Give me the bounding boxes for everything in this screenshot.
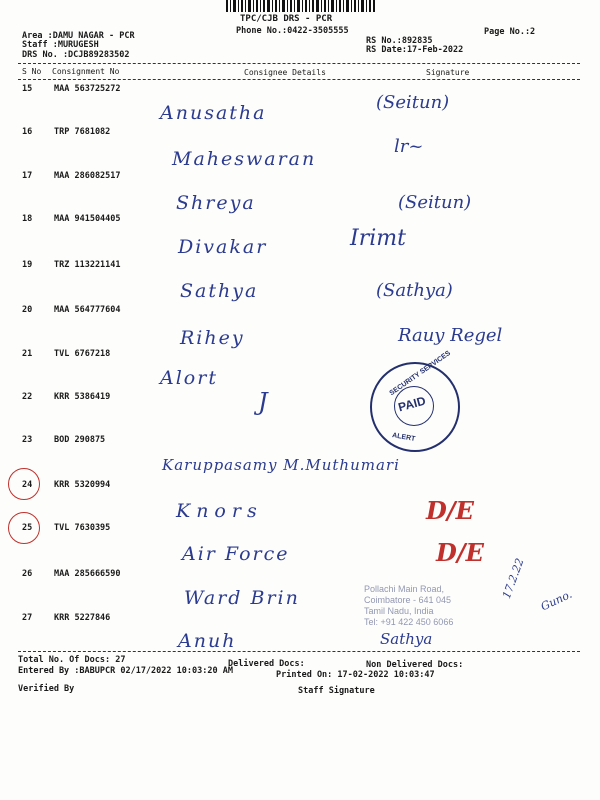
col-signature: Signature <box>426 68 470 77</box>
handwritten-name: Knors <box>176 500 263 522</box>
address-stamp-line: Tamil Nadu, India <box>364 606 434 616</box>
row-sno: 18 <box>22 214 33 224</box>
rs-date: RS Date:17-Feb-2022 <box>366 45 464 55</box>
row-consignment: KRR 5320994 <box>54 480 111 490</box>
row-consignment: TVL 6767218 <box>54 349 111 359</box>
document-title: TPC/CJB DRS - PCR <box>240 14 333 24</box>
handwritten-name: Anusatha <box>160 102 267 124</box>
red-remark: D/E <box>426 496 474 525</box>
phone-number: Phone No.:0422-3505555 <box>236 26 349 36</box>
delivered-docs: Delivered Docs: <box>228 659 305 669</box>
row-consignment: BOD 290875 <box>54 435 106 445</box>
row-consignment: MAA 941504405 <box>54 214 121 224</box>
rs-number: RS No.:892835 <box>366 36 433 46</box>
handwritten-signature: Rauy Regel <box>398 325 503 346</box>
row-sno: 19 <box>22 260 33 270</box>
handwritten-name: Anuh <box>178 630 237 652</box>
handwritten-name: Karuppasamy M.Muthumari <box>162 456 400 474</box>
seal-top-text: SECURITY SERVICES <box>388 349 452 398</box>
row-sno: 25 <box>22 523 33 533</box>
red-circle-mark <box>8 468 40 500</box>
entered-by: Entered By :BABUPCR 02/17/2022 10:03:20 AM <box>18 666 233 676</box>
row-consignment: TRZ 113221141 <box>54 260 121 270</box>
printed-on: Printed On: 17-02-2022 10:03:47 <box>276 670 435 680</box>
handwritten-signature: (Seitun) <box>398 192 472 213</box>
handwritten-signature: (Seitun) <box>376 92 450 113</box>
total-docs: Total No. Of Docs: 27 <box>18 655 126 665</box>
header-rule <box>18 63 580 64</box>
area-label: Area :DAMU NAGAR - PCR <box>22 31 135 41</box>
row-consignment: TVL 7630395 <box>54 523 111 533</box>
row-sno: 23 <box>22 435 33 445</box>
handwritten-name: Air Force <box>182 543 290 565</box>
col-consignment: Consignment No <box>52 67 120 76</box>
drs-number: DRS No. :DCJB89283502 <box>22 50 130 60</box>
row-consignment: KRR 5227846 <box>54 613 111 623</box>
seal-paid-label: PAID <box>396 393 428 415</box>
col-consignee: Consignee Details <box>244 68 326 77</box>
address-stamp-line: Coimbatore - 641 045 <box>364 595 452 605</box>
handwritten-name: Sathya <box>180 280 259 302</box>
row-consignment: MAA 564777604 <box>54 305 121 315</box>
barcode <box>226 0 376 12</box>
row-sno: 20 <box>22 305 33 315</box>
handwritten-name: Alort <box>160 367 218 389</box>
row-sno: 16 <box>22 127 33 137</box>
row-sno: 22 <box>22 392 33 402</box>
page-number: Page No.:2 <box>484 27 536 37</box>
red-remark: D/E <box>436 538 484 567</box>
staff-label: Staff :MURUGESH <box>22 40 99 50</box>
handwritten-signature: (Sathya) <box>376 280 453 301</box>
row-consignment: MAA 285666590 <box>54 569 121 579</box>
verified-by: Verified By <box>18 684 75 694</box>
footer-rule <box>18 651 580 652</box>
seal-bottom-text: ALERT <box>391 432 416 443</box>
row-sno: 15 <box>22 84 33 94</box>
row-consignment: MAA 286082517 <box>54 171 121 181</box>
handwritten-signature: Irimt <box>350 226 406 251</box>
row-sno: 21 <box>22 349 33 359</box>
handwritten-mark: J <box>258 388 268 416</box>
address-stamp-line: Pollachi Main Road, <box>364 584 445 594</box>
row-sno: 26 <box>22 569 33 579</box>
staff-signature-label: Staff Signature <box>298 686 375 696</box>
handwritten-name: Divakar <box>178 236 268 258</box>
column-rule <box>18 79 580 80</box>
address-stamp-line: Tel: +91 422 450 6066 <box>364 617 454 627</box>
row-consignment: MAA 563725272 <box>54 84 121 94</box>
handwritten-name: Shreya <box>176 192 256 214</box>
col-sno: S No <box>22 67 42 76</box>
non-delivered-docs: Non Delivered Docs: <box>366 660 464 670</box>
handwritten-signature: lr~ <box>394 136 424 157</box>
row-sno: 27 <box>22 613 33 623</box>
handwritten-name: Rihey <box>180 327 245 349</box>
handwritten-initial: Guno. <box>538 587 575 614</box>
handwritten-name: Maheswaran <box>172 148 317 170</box>
red-circle-mark <box>8 512 40 544</box>
handwritten-signature: Sathya <box>380 630 433 648</box>
handwritten-date: 17.2.22 <box>500 556 527 601</box>
row-sno: 24 <box>22 480 33 490</box>
row-sno: 17 <box>22 171 33 181</box>
handwritten-name: Ward Brin <box>184 587 300 609</box>
row-consignment: KRR 5386419 <box>54 392 111 402</box>
row-consignment: TRP 7681082 <box>54 127 111 137</box>
